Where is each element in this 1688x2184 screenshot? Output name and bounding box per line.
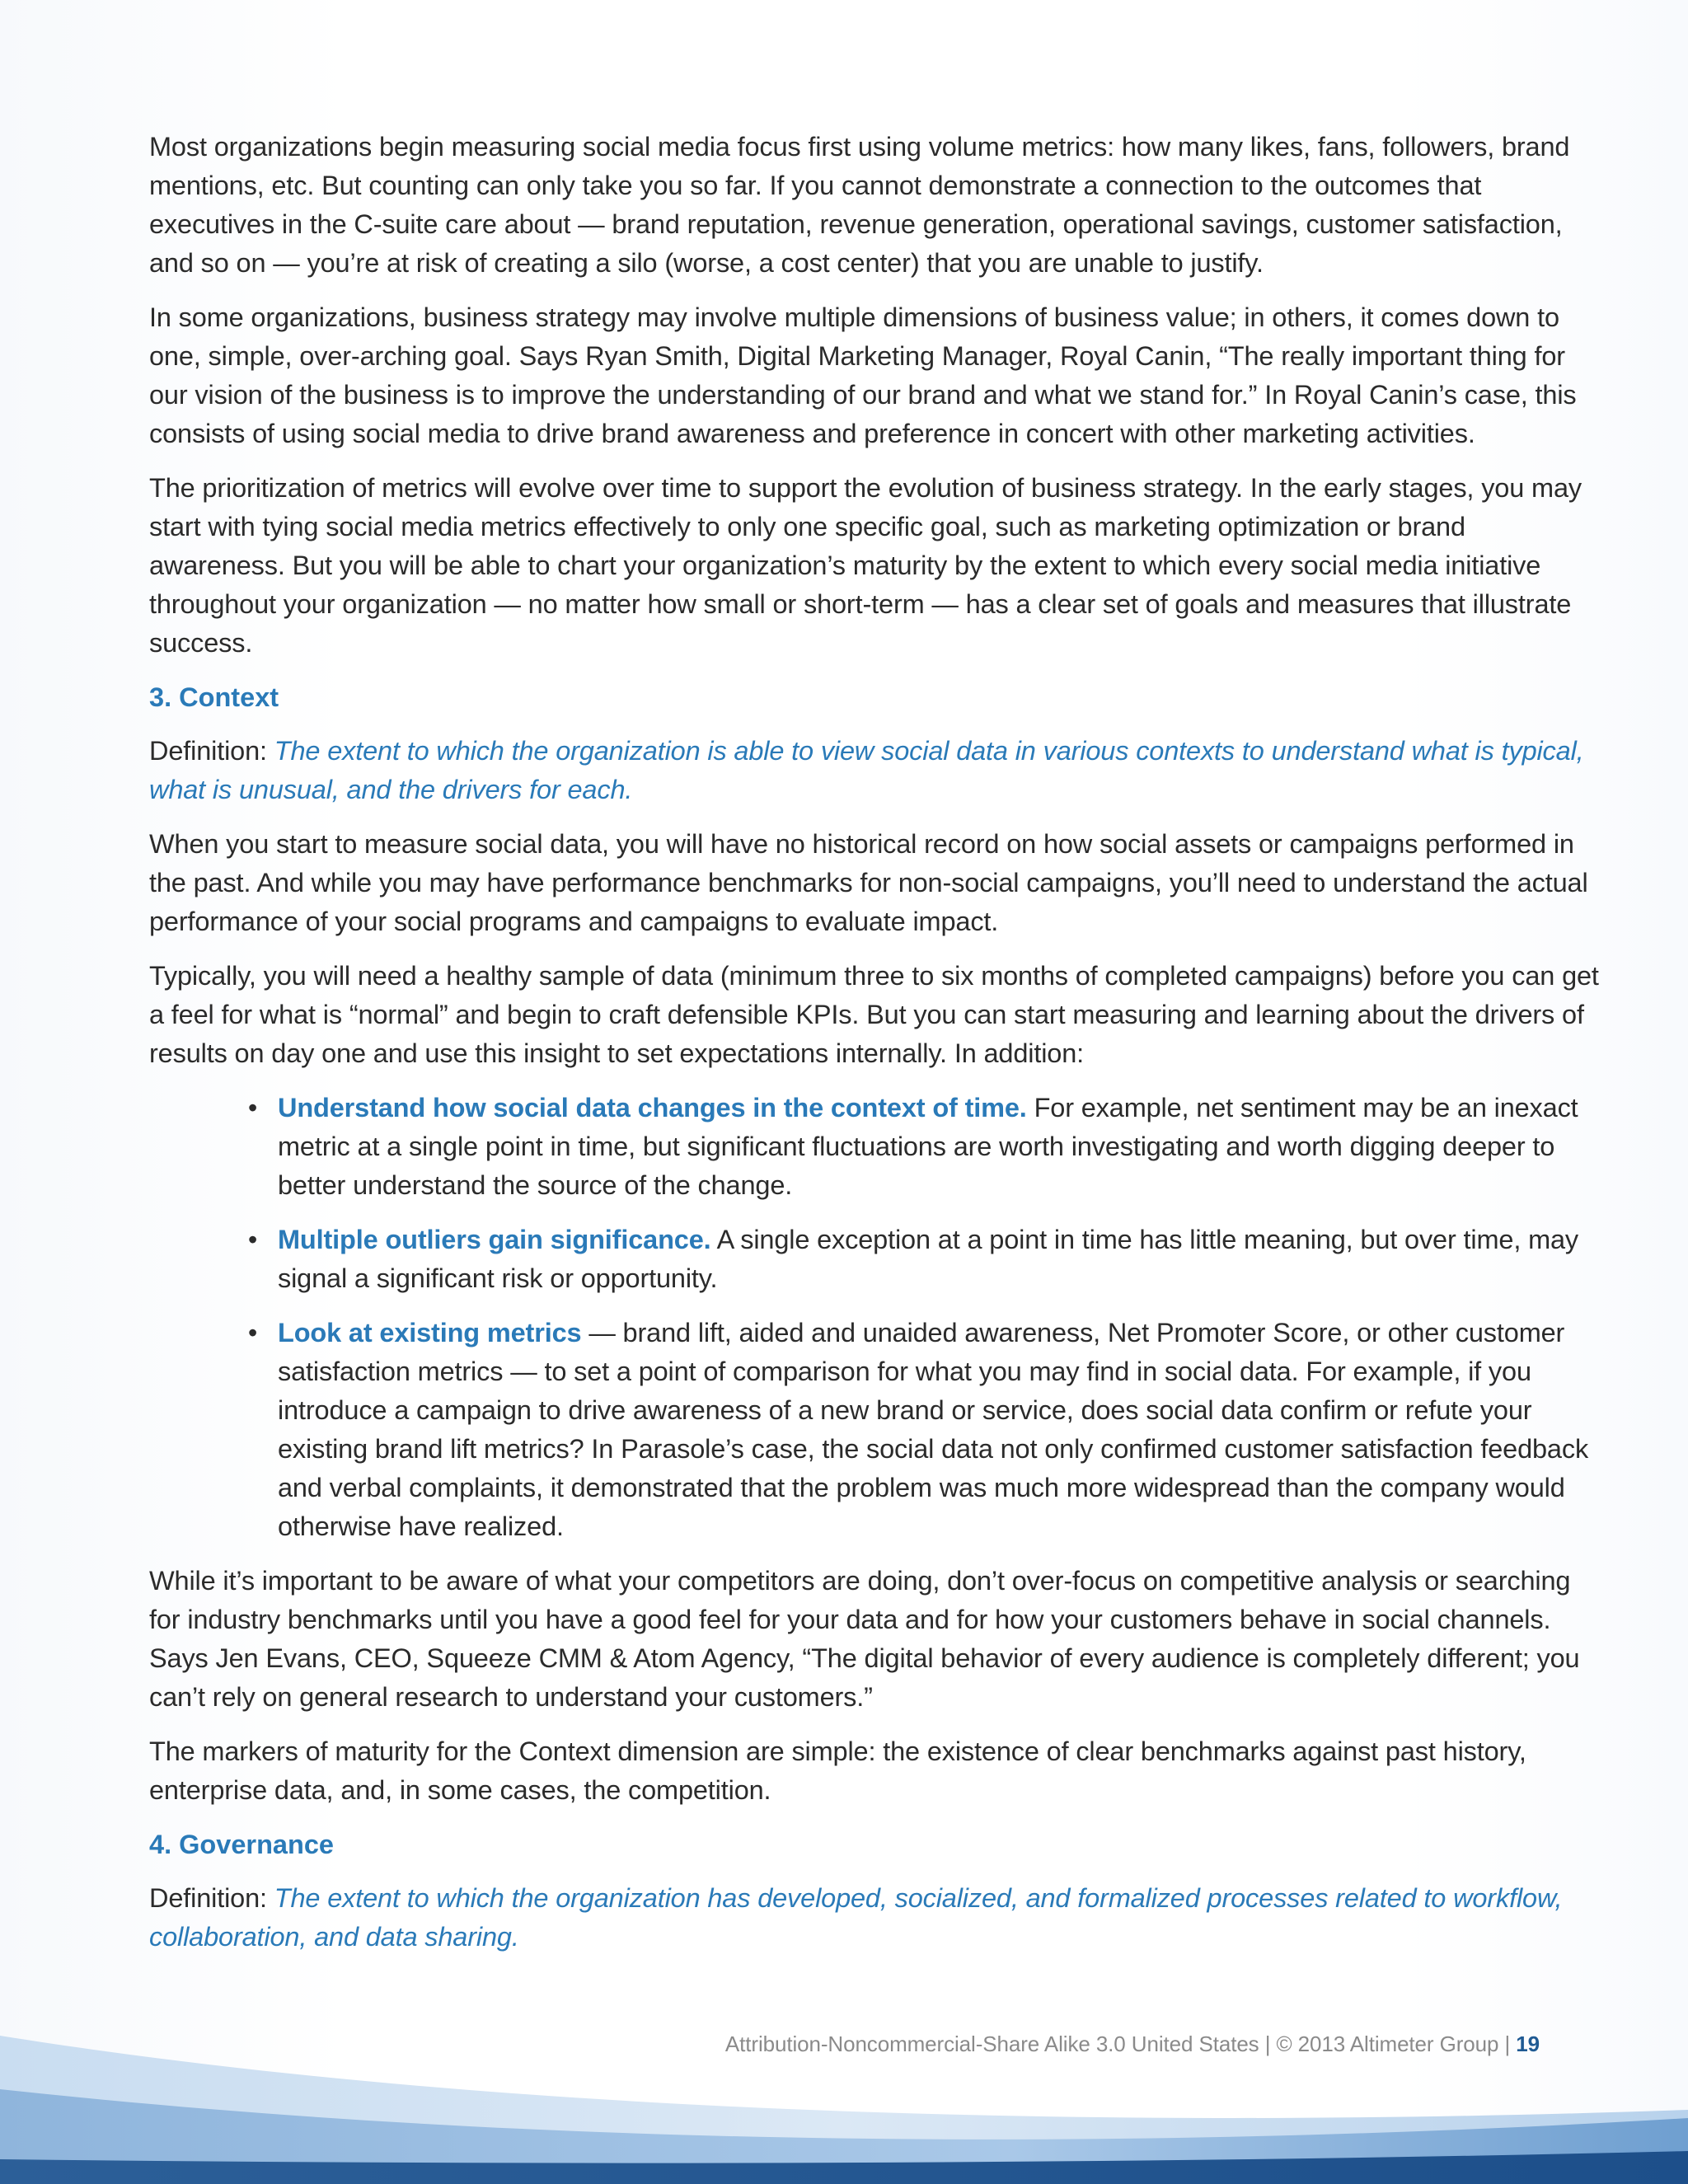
bullet-lead: Look at existing metrics	[278, 1318, 582, 1347]
page-footer	[0, 2032, 1540, 2057]
context-paragraph-3: While it’s important to be aware of what your competitors are doing, don’t over-focus on competitive analysis or searching for industry benchmarks until you have a good feel for your data and for how your customers behave in social channels. Says Jen Evans, CEO, Squeeze CMM & Atom Agency, “The digital behavior of every audience is completely different; you can’t rely on general research to understand your customers.”	[149, 1566, 1580, 1712]
intro-paragraph-1: Most organizations begin measuring social media focus first using volume metrics: how many likes, fans, followers, brand mentions, etc. But counting can only take you so far. If you cannot demonstrate a connection to the outcomes that executives in the C-suite care about — brand reputation, revenue generation, operational savings, customer satisfaction, and so on — you’re at risk of creating a silo (worse, a cost center) that you are unable to justify.	[149, 132, 1570, 278]
context-definition	[149, 732, 1600, 809]
definition-label: Definition:	[149, 736, 267, 766]
governance-definition	[149, 1879, 1600, 1957]
page-number: 19	[1516, 2032, 1540, 2056]
bullet-text: For example, net sentiment may be an inexact metric at a single point in time, but significant fluctuations are worth investigating and worth digging deeper to better understand the source of the change.	[278, 1093, 1578, 1200]
document-body	[149, 128, 1600, 1972]
section-heading-governance: 4. Governance	[149, 1830, 334, 1859]
context-bullet-list	[149, 1089, 1600, 1546]
bullet-text: — brand lift, aided and unaided awareness, Net Promoter Score, or other customer satisfaction metrics — to set a point of comparison for what you may find in social data. For example, if you introduce a campaign to drive awareness of a new brand or service, does social data confirm or refute your existing brand lift metrics? In Parasole’s case, the social data not only confirmed customer satisfaction feedback and verbal complaints, it demonstrated that the problem was much more widespread than the company would otherwise have realized.	[278, 1318, 1589, 1541]
definition-text: The extent to which the organization has developed, socialized, and formalized processes related to workflow, collaboration, and data sharing.	[149, 1883, 1563, 1952]
list-item	[248, 1089, 1600, 1205]
intro-paragraph-2: In some organizations, business strategy may involve multiple dimensions of business value; in others, it comes down to one, simple, over-arching goal. Says Ryan Smith, Digital Marketing Manager, Royal Canin, “The really important thing for our vision of the business is to improve the understanding of our brand and what we stand for.” In Royal Canin’s case, this consists of using social media to drive brand awareness and preference in concert with other marketing activities.	[149, 302, 1577, 448]
bullet-text: A single exception at a point in time has little meaning, but over time, may signal a significant risk or opportunity.	[278, 1225, 1579, 1293]
context-paragraph-4: The markers of maturity for the Context dimension are simple: the existence of clear benchmarks against past history, enterprise data, and, in some cases, the competition.	[149, 1736, 1526, 1805]
list-item	[248, 1314, 1600, 1546]
list-item	[248, 1221, 1600, 1298]
context-paragraph-2: Typically, you will need a healthy sample of data (minimum three to six months of completed campaigns) before you can get a feel for what is “normal” and begin to craft defensible KPIs. But you can start measuring and learning about the drivers of results on day one and use this insight to set expectations internally. In addition:	[149, 961, 1599, 1068]
definition-label: Definition:	[149, 1883, 267, 1913]
license-text: Attribution-Noncommercial-Share Alike 3.0 United States | © 2013 Altimeter Group |	[724, 2032, 1517, 2056]
definition-text: The extent to which the organization is able to view social data in various contexts to understand what is typical, what is unusual, and the drivers for each.	[149, 736, 1584, 804]
bullet-lead: Multiple outliers gain significance.	[278, 1225, 711, 1254]
bullet-icon: •	[248, 1093, 258, 1122]
section-heading-context: 3. Context	[149, 682, 279, 712]
bullet-icon: •	[248, 1225, 258, 1254]
bullet-icon: •	[248, 1318, 258, 1347]
bullet-lead: Understand how social data changes in the context of time.	[278, 1093, 1027, 1122]
context-paragraph-1: When you start to measure social data, you will have no historical record on how social assets or campaigns performed in the past. And while you may have performance benchmarks for non-social campaigns, you’ll need to understand the actual performance of your social programs and campaigns to evaluate impact.	[149, 829, 1588, 936]
intro-paragraph-3: The prioritization of metrics will evolve over time to support the evolution of business strategy. In the early stages, you may start with tying social media metrics effectively to only one specific goal, such as marketing optimization or brand awareness. But you will be able to chart your organization’s maturity by the extent to which every social media initiative throughout your organization — no matter how small or short-term — has a clear set of goals and measures that illustrate success.	[149, 473, 1582, 658]
